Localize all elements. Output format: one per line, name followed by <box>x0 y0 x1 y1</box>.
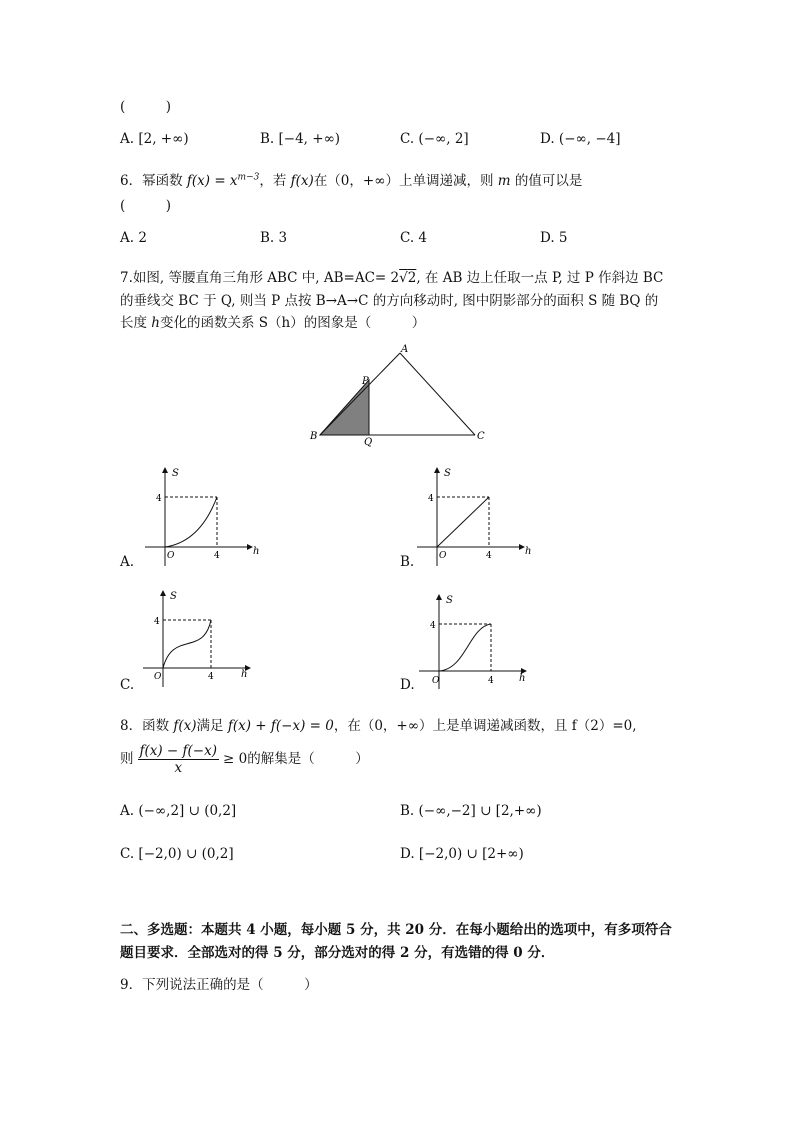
graph-b-o: O <box>439 551 447 561</box>
q8-line-1a: 8．函数 <box>120 718 174 734</box>
graph-d-4y: 4 <box>430 621 436 631</box>
q8-line-1 <box>120 714 637 734</box>
graph-a-4x: 4 <box>214 551 220 561</box>
q7-line-1: 7.如图, 等腰直角三角形 ABC 中, AB=AC= 2√2, 在 AB 边上任取一点 P, 过 P 作斜边 BC <box>120 270 664 286</box>
label-q: Q <box>364 437 373 448</box>
shaded-triangle <box>320 380 369 435</box>
q9-stem: 9．下列说法正确的是（ ） <box>120 977 318 993</box>
graph-d-o: O <box>432 676 440 686</box>
graph-c-o: O <box>154 672 162 682</box>
q8-fx: f(x) <box>173 718 197 734</box>
q7-h: h <box>151 315 160 331</box>
q8-option-b: B. (−∞,−2] ∪ [2,+∞) <box>400 803 542 819</box>
section-2-line-2: 题目要求．全部选对的得 5 分，部分选对的得 2 分，有选错的得 0 分． <box>120 945 555 961</box>
graph-b-4x: 4 <box>486 551 492 561</box>
q6-pre: 6．幂函数 <box>120 173 187 189</box>
graph-a-s: S <box>172 468 179 479</box>
graph-b <box>412 462 537 572</box>
q6-stem <box>120 169 582 189</box>
label-a: A <box>401 344 409 355</box>
graph-d <box>414 589 539 699</box>
q7-line-3 <box>120 311 425 331</box>
q8-equation: f(x) + f(−x) = 0 <box>227 718 334 734</box>
graph-c-4x: 4 <box>208 672 214 682</box>
q8-fraction <box>138 743 220 776</box>
q6-answer-paren: ( ) <box>120 198 172 214</box>
graph-a-h: h <box>253 546 260 557</box>
q6-mid: ，若 <box>259 173 291 189</box>
curve-a <box>165 497 217 547</box>
graph-c-s: S <box>170 591 177 602</box>
q6-option-c: C. 4 <box>400 230 428 246</box>
q8-line-1c: ，在（0，+∞）上是单调递减函数，且 f（2）=0, <box>333 718 637 734</box>
curve-c <box>163 620 211 668</box>
label-c: C <box>477 431 485 442</box>
q7-line-1a: 7.如图, 等腰直角三角形 ABC 中, AB=AC= 2 <box>120 270 400 286</box>
q5-option-c: C. (−∞, 2] <box>400 131 469 147</box>
q8-option-d: D. [−2,0) ∪ [2+∞) <box>400 846 524 862</box>
curve-d <box>439 624 491 671</box>
graph-d-4x: 4 <box>488 676 494 686</box>
graph-a <box>140 462 265 572</box>
q7-line-3a: 长度 <box>120 315 152 331</box>
graph-b-s: S <box>444 468 451 479</box>
q7-line-3b: 变化的函数关系 S（h）的图象是（ ） <box>160 315 426 331</box>
label-p: P <box>362 376 369 387</box>
triangle-figure <box>300 340 500 450</box>
graph-c-4y: 4 <box>154 617 160 627</box>
q5-option-a: A. [2, +∞) <box>120 131 189 147</box>
q7-sqrt: 2 <box>407 270 417 286</box>
q8-option-a: A. (−∞,2] ∪ (0,2] <box>120 803 237 819</box>
q8-option-c: C. [−2,0) ∪ (0,2] <box>120 846 234 862</box>
q6-tail: 的值可以是 <box>510 173 583 189</box>
graph-c-h: h <box>241 669 248 680</box>
q8-line-1b: 满足 <box>196 718 228 734</box>
graph-a-o: O <box>167 551 175 561</box>
graph-b-4y: 4 <box>428 494 434 504</box>
graph-a-4y: 4 <box>156 494 162 504</box>
q6-exponent: m−3 <box>237 172 260 183</box>
q6-option-d: D. 5 <box>540 230 568 246</box>
q8-denominator: x <box>174 760 183 776</box>
section-2-line-1: 二、多选题：本题共 4 小题，每小题 5 分，共 20 分．在每小题给出的选项中，有多项符合 <box>120 922 672 938</box>
q6-post: 在（0，+∞）上单调递减，则 <box>313 173 498 189</box>
q7-line-2: 的垂线交 BC 于 Q, 则当 P 点按 B→A→C 的方向移动时, 图中阴影部分的面积 S 随 BQ 的 <box>120 293 659 309</box>
q5-option-b: B. [−4, +∞) <box>260 131 341 147</box>
q8-line-2 <box>120 743 369 776</box>
graph-d-s: S <box>446 595 453 606</box>
graph-d-h: h <box>519 673 526 684</box>
q7-option-c: C. <box>120 677 135 693</box>
q6-function: f(x) = x <box>186 173 238 189</box>
q5-answer-paren: ( ) <box>120 99 172 115</box>
q7-option-d: D. <box>400 677 415 693</box>
graph-c <box>138 585 263 695</box>
q7-option-a: A. <box>120 554 135 570</box>
q6-m: m <box>497 173 511 189</box>
line-b <box>437 497 489 547</box>
q6-function-2: f(x) <box>290 173 314 189</box>
side-ac <box>400 353 475 435</box>
q8-then: 则 <box>120 751 134 767</box>
q8-inequality: ≥ 0的解集是（ ） <box>223 751 369 767</box>
q7-line-1b: , 在 AB 边上任取一点 P, 过 P 作斜边 BC <box>416 270 664 286</box>
graph-b-h: h <box>525 546 532 557</box>
q7-option-b: B. <box>400 554 415 570</box>
q5-option-d: D. (−∞, −4] <box>540 131 621 147</box>
label-b: B <box>310 431 318 442</box>
q8-numerator: f(x) − f(−x) <box>139 743 217 759</box>
q6-option-b: B. 3 <box>260 230 288 246</box>
q6-option-a: A. 2 <box>120 230 147 246</box>
